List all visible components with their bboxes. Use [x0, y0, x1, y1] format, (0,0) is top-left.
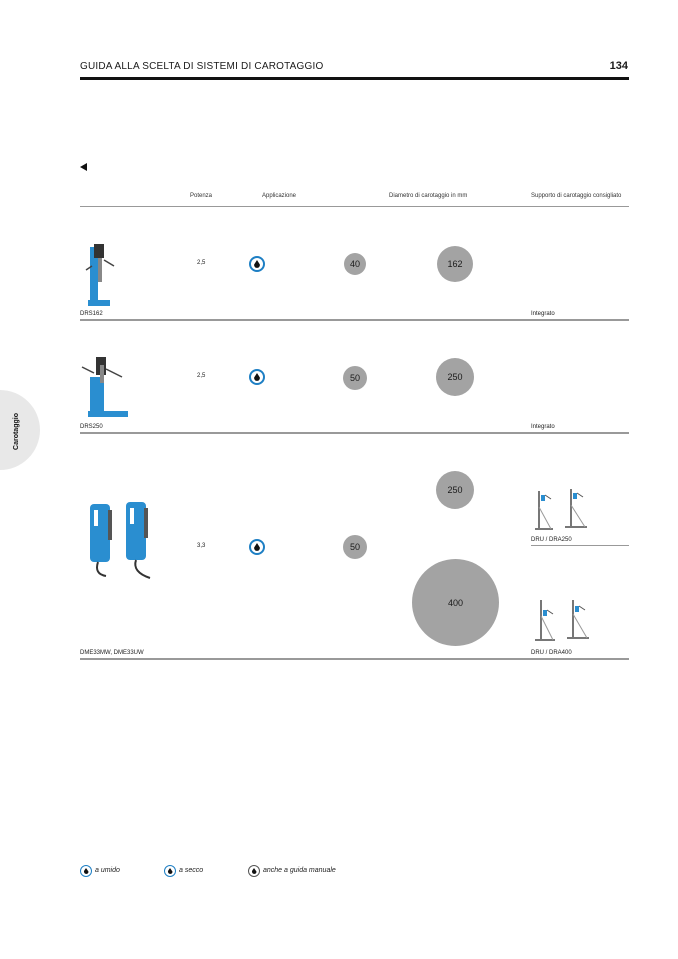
row2-min-diameter: 50	[343, 366, 367, 390]
row3-min-diameter: 50	[343, 535, 367, 559]
drs250-product-image	[80, 355, 130, 419]
row1-support: Integrato	[531, 311, 555, 317]
support-divider	[531, 545, 629, 546]
col-header-diameter: Diametro di carotaggio in mm	[389, 193, 468, 199]
side-tab-label: Carotaggio	[12, 412, 20, 450]
row3-power: 3,3	[197, 543, 206, 549]
drs162-product-image	[82, 242, 118, 308]
row-divider	[80, 658, 629, 660]
col-header-application: Applicazione	[262, 193, 297, 199]
row2-max-diameter: 250	[436, 358, 474, 396]
back-arrow-icon[interactable]	[80, 163, 87, 171]
wet-application-icon	[249, 369, 265, 385]
row3-model: DME33MW, DME33UW	[80, 650, 144, 656]
row1-max-diameter: 162	[437, 246, 473, 282]
row3-max-diameter-250: 250	[436, 471, 474, 509]
row3-support-2: DRU / DRA400	[531, 650, 572, 656]
col-header-power: Potenza	[190, 193, 213, 199]
row1-min-diameter: 40	[344, 253, 366, 275]
legend-dry-label: a secco	[179, 867, 204, 874]
row-divider	[80, 319, 629, 321]
dra250-stand-image	[531, 487, 591, 533]
legend-manual-icon	[248, 865, 260, 877]
row3-max-diameter-400: 400	[412, 559, 499, 646]
row1-model: DRS162	[80, 311, 103, 317]
page-number: 134	[609, 60, 628, 72]
row2-model: DRS250	[80, 424, 103, 430]
page-title: GUIDA ALLA SCELTA DI SISTEMI DI CAROTAGGIO	[80, 61, 324, 72]
row3-support-1: DRU / DRA250	[531, 537, 572, 543]
row1-power: 2,5	[197, 260, 206, 266]
dme33-product-image	[84, 500, 160, 582]
row2-power: 2,5	[197, 373, 206, 379]
wet-application-icon	[249, 256, 265, 272]
header-rule	[80, 77, 629, 80]
dra400-stand-image	[531, 598, 591, 644]
legend-manual-label: anche a guida manuale	[263, 867, 336, 874]
legend-wet-icon	[80, 865, 92, 877]
row2-support: Integrato	[531, 424, 555, 430]
col-header-support: Supporto di carotaggio consigliato	[531, 193, 622, 199]
legend-wet-label: a umido	[95, 867, 120, 874]
legend-dry-icon	[164, 865, 176, 877]
header-divider	[80, 206, 629, 207]
row-divider	[80, 432, 629, 434]
wet-application-icon	[249, 539, 265, 555]
